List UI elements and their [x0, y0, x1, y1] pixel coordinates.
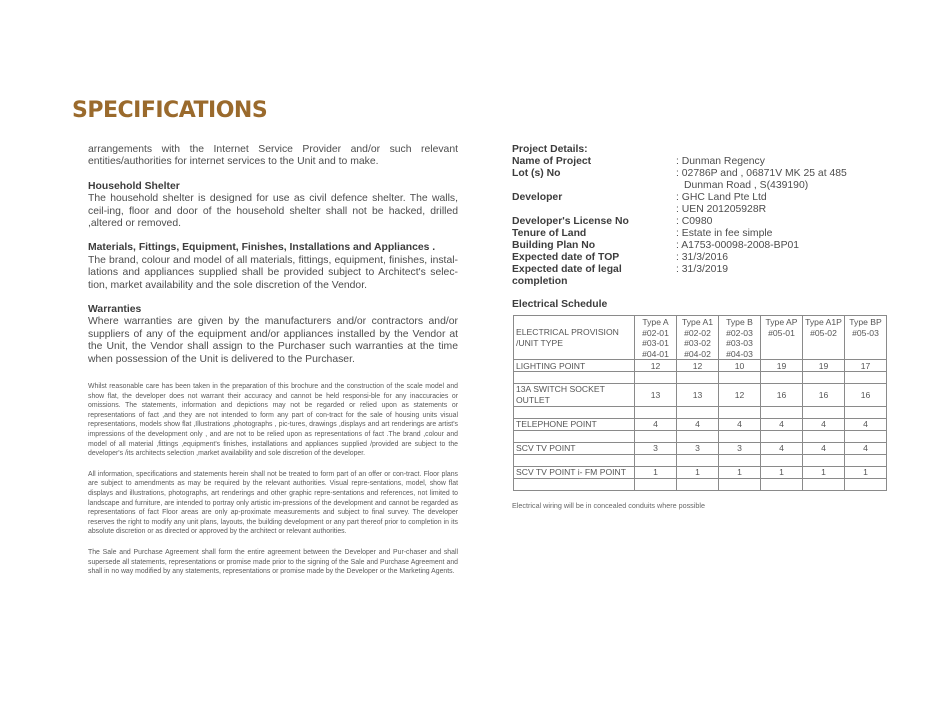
empty-cell [803, 454, 845, 466]
section-body: Where warranties are given by the manufacturers and/or contractors and/or suppliers of any of the equipment and/or appliances installed by the Vendor at the Unit, the Vendor shall assign to the Purchaser such warranties at the time when possession of the Unit is delivered to the Purchaser. [88, 316, 458, 365]
empty-cell [761, 372, 803, 384]
value-cell: 4 [845, 442, 887, 454]
disclaimer-paragraph: All information, specifications and statements herein shall not be treated to form part of an offer or con-tract. Floor plans are subject to amendments as may be required by the relevant authorities. Visual repre-sentations, model, show flat displays and illustrations, photographs, art renderings and other graphic repre-sentations and references, not limited to landscape and furniture, are intended to portray only artistic im-pressions of the development and cannot be regarded as representations of fact Floor areas are only ap-proximate measurements and subject to final survey. The developer reserves the right to modify any unit plans, layouts, the building development or any part thereof prior to completion in its absolute discretion or as directed or approved by the architect or relevant authorities. [88, 470, 458, 536]
row-label: LIGHTING POINT [514, 360, 635, 372]
value-cell: 19 [803, 360, 845, 372]
detail-label: Developer's License No [512, 216, 629, 227]
empty-cell [514, 454, 635, 466]
value-cell: 1 [803, 466, 845, 478]
empty-cell [514, 430, 635, 442]
value-cell: 3 [719, 442, 761, 454]
value-cell: 16 [803, 384, 845, 406]
empty-cell [719, 406, 761, 418]
detail-value: : 31/3/2019 [676, 264, 728, 275]
detail-label [512, 204, 676, 216]
value-cell: 1 [677, 466, 719, 478]
value-cell: 13 [677, 384, 719, 406]
unit-type: Type AP [765, 317, 798, 327]
detail-label-empty [512, 180, 676, 192]
electrical-schedule-table [513, 315, 887, 491]
detail-row [512, 264, 872, 288]
unit-number: #05-03 [852, 327, 879, 338]
empty-cell [719, 478, 761, 490]
detail-row [512, 216, 872, 228]
spacer-row [514, 478, 887, 490]
spacer-row [514, 454, 887, 466]
empty-cell [719, 454, 761, 466]
value-cell: 1 [761, 466, 803, 478]
disclaimer-paragraph: The Sale and Purchase Agreement shall form the entire agreement between the Developer and Pur-chaser and shall supersede all statements, representations or promise made prior to the signing of the Sale and Purchase Agreement and shall in no way modified by any statements, representations or promise made by the Developer or the Marketing Agents. [88, 549, 458, 576]
value-cell: 4 [677, 418, 719, 430]
empty-cell [677, 454, 719, 466]
detail-value: : C0980 [676, 216, 713, 227]
project-details-title: Project Details: [512, 144, 588, 155]
detail-row [512, 156, 872, 168]
unit-type: Type BP [849, 317, 882, 327]
header-type-cell [803, 316, 845, 360]
detail-row-continued [512, 180, 872, 192]
intro-paragraph: arrangements with the Internet Service Provider and/or such relevant entities/authorities for internet services to the Unit and to make. [88, 144, 458, 168]
empty-cell [635, 478, 677, 490]
unit-number: #04-02 [684, 348, 711, 359]
empty-cell [514, 406, 635, 418]
empty-cell [677, 478, 719, 490]
value-cell: 4 [761, 418, 803, 430]
value-cell: 1 [845, 466, 887, 478]
empty-cell [803, 478, 845, 490]
value-cell: 4 [635, 418, 677, 430]
value-cell: 17 [845, 360, 887, 372]
empty-cell [635, 372, 677, 384]
table-row [514, 384, 887, 406]
empty-cell [845, 478, 887, 490]
unit-number: #02-03 [726, 327, 753, 338]
row-label: 13A SWITCH SOCKET OUTLET [514, 384, 635, 406]
value-cell: 4 [761, 442, 803, 454]
empty-cell [677, 406, 719, 418]
detail-label: Expected date of legal completion [512, 264, 622, 287]
unit-type: Type A1P [805, 317, 842, 327]
section-heading: Household Shelter [88, 180, 180, 192]
value-cell: 4 [845, 418, 887, 430]
unit-type: Type A1 [681, 317, 714, 327]
value-cell: 12 [677, 360, 719, 372]
section-household-shelter [88, 181, 458, 231]
table-row [514, 360, 887, 372]
table-row [514, 418, 887, 430]
value-cell: 4 [803, 442, 845, 454]
project-details [512, 144, 872, 310]
value-cell: 3 [677, 442, 719, 454]
disclaimer-paragraph: Whilst reasonable care has been taken in the preparation of this brochure and the construction of the scale model and show flat, the developer does not warrant their accuracy and cannot be held responsi-ble for any inaccuracies or omissions. The statements, information and depictions may not be regarded or relied upon as statements or representations of fact ,and they are not intended to form any part of con-tract for the sale of housing units visual representations, models show flat ,Illustrations ,photographs , pic-tures, drawings ,displays and art renderings are artist's impressions of the development only , and are not to be relied upon as representations of fact .The brand ,colour and model of all material ,fittings ,equipment's finishes, installations and appliances supplied /provided are subject to the developer's /its architects selection ,market availability and sole discretion of the developer. [88, 383, 458, 458]
value-cell: 16 [761, 384, 803, 406]
value-cell: 10 [719, 360, 761, 372]
value-cell: 19 [761, 360, 803, 372]
spacer-row [514, 406, 887, 418]
detail-value: Dunman Road , S(439190) [684, 180, 809, 191]
table-row [514, 442, 887, 454]
empty-cell [677, 430, 719, 442]
row-label: TELEPHONE POINT [514, 418, 635, 430]
value-cell: 1 [719, 466, 761, 478]
electrical-schedule-title: Electrical Schedule [512, 299, 608, 310]
empty-cell [677, 372, 719, 384]
empty-cell [514, 372, 635, 384]
value-cell: 16 [845, 384, 887, 406]
value-cell: 12 [635, 360, 677, 372]
table-row [514, 466, 887, 478]
header-label-cell [514, 316, 635, 360]
detail-value: : UEN 201205928R [676, 204, 767, 215]
detail-value: : 31/3/2016 [676, 252, 728, 263]
empty-cell [514, 478, 635, 490]
unit-number: #02-02 [684, 327, 711, 338]
unit-number: #03-03 [726, 338, 753, 349]
value-cell: 3 [635, 442, 677, 454]
section-body: The household shelter is designed for use as civil defence shelter. The walls, ceil-ing, floor and door of the household shelter shall not be hacked, drilled ,altered or removed. [88, 193, 458, 230]
empty-cell [761, 454, 803, 466]
detail-label: Developer [512, 192, 563, 203]
empty-cell [719, 372, 761, 384]
header-label-line: /UNIT TYPE [516, 337, 563, 348]
value-cell: 12 [719, 384, 761, 406]
detail-row [512, 204, 872, 216]
unit-number: #04-01 [642, 348, 669, 359]
empty-cell [635, 454, 677, 466]
section-heading: Materials, Fittings, Equipment, Finishes, Installations and Appliances . [88, 242, 436, 254]
detail-row [512, 168, 872, 180]
detail-label: Building Plan No [512, 240, 596, 251]
detail-value: : 02786P and , 06871V MK 25 at 485 [676, 168, 847, 179]
detail-row [512, 252, 872, 264]
empty-cell [845, 454, 887, 466]
empty-cell [719, 430, 761, 442]
left-column [88, 144, 458, 588]
empty-cell [845, 372, 887, 384]
unit-number: #03-01 [642, 338, 669, 349]
detail-value: : GHC Land Pte Ltd [676, 192, 767, 203]
detail-value: : Estate in fee simple [676, 228, 773, 239]
unit-number: #04-03 [726, 348, 753, 359]
row-label: SCV TV POINT [514, 442, 635, 454]
empty-cell [635, 430, 677, 442]
unit-number: #05-01 [768, 327, 795, 338]
section-body: The brand, colour and model of all materials, fittings, equipment, finishes, instal-lations and appliances supplied shall be provided subject to Architect's selec-tion, market availability and the sole discretion of the Vendor. [88, 254, 458, 291]
section-materials [88, 242, 458, 292]
header-type-cell [719, 316, 761, 360]
header-type-cell [845, 316, 887, 360]
detail-label: Expected date of TOP [512, 252, 620, 263]
empty-cell [635, 406, 677, 418]
empty-cell [761, 406, 803, 418]
header-type-cell [677, 316, 719, 360]
unit-type: Type B [726, 317, 753, 327]
detail-value: : A1753-00098-2008-BP01 [676, 240, 800, 251]
empty-cell [761, 478, 803, 490]
detail-label: Name of Project [512, 156, 592, 167]
table-header-row [514, 316, 887, 360]
detail-value: : Dunman Regency [676, 156, 765, 167]
header-type-cell [635, 316, 677, 360]
value-cell: 13 [635, 384, 677, 406]
row-label: SCV TV POINT i- FM POINT [514, 466, 635, 478]
header-label-line: ELECTRICAL PROVISION [516, 327, 619, 338]
unit-number: #03-02 [684, 338, 711, 349]
section-heading: Warranties [88, 304, 142, 316]
detail-label: Tenure of Land [512, 228, 587, 239]
empty-cell [803, 406, 845, 418]
spacer-row [514, 430, 887, 442]
unit-number: #05-02 [810, 327, 837, 338]
empty-cell [803, 430, 845, 442]
detail-row [512, 192, 872, 204]
detail-label: Lot (s) No [512, 168, 561, 179]
empty-cell [761, 430, 803, 442]
table-body [514, 360, 887, 490]
unit-number: #02-01 [642, 327, 669, 338]
value-cell: 4 [803, 418, 845, 430]
empty-cell [803, 372, 845, 384]
empty-cell [845, 430, 887, 442]
unit-type: Type A [642, 317, 669, 327]
value-cell: 1 [635, 466, 677, 478]
electrical-note: Electrical wiring will be in concealed conduits where possible [512, 501, 705, 510]
detail-row [512, 228, 872, 240]
section-warranties [88, 304, 458, 366]
empty-cell [845, 406, 887, 418]
header-type-cell [761, 316, 803, 360]
page-title: SPECIFICATIONS [72, 98, 268, 123]
detail-row [512, 240, 872, 252]
value-cell: 4 [719, 418, 761, 430]
spacer-row [514, 372, 887, 384]
